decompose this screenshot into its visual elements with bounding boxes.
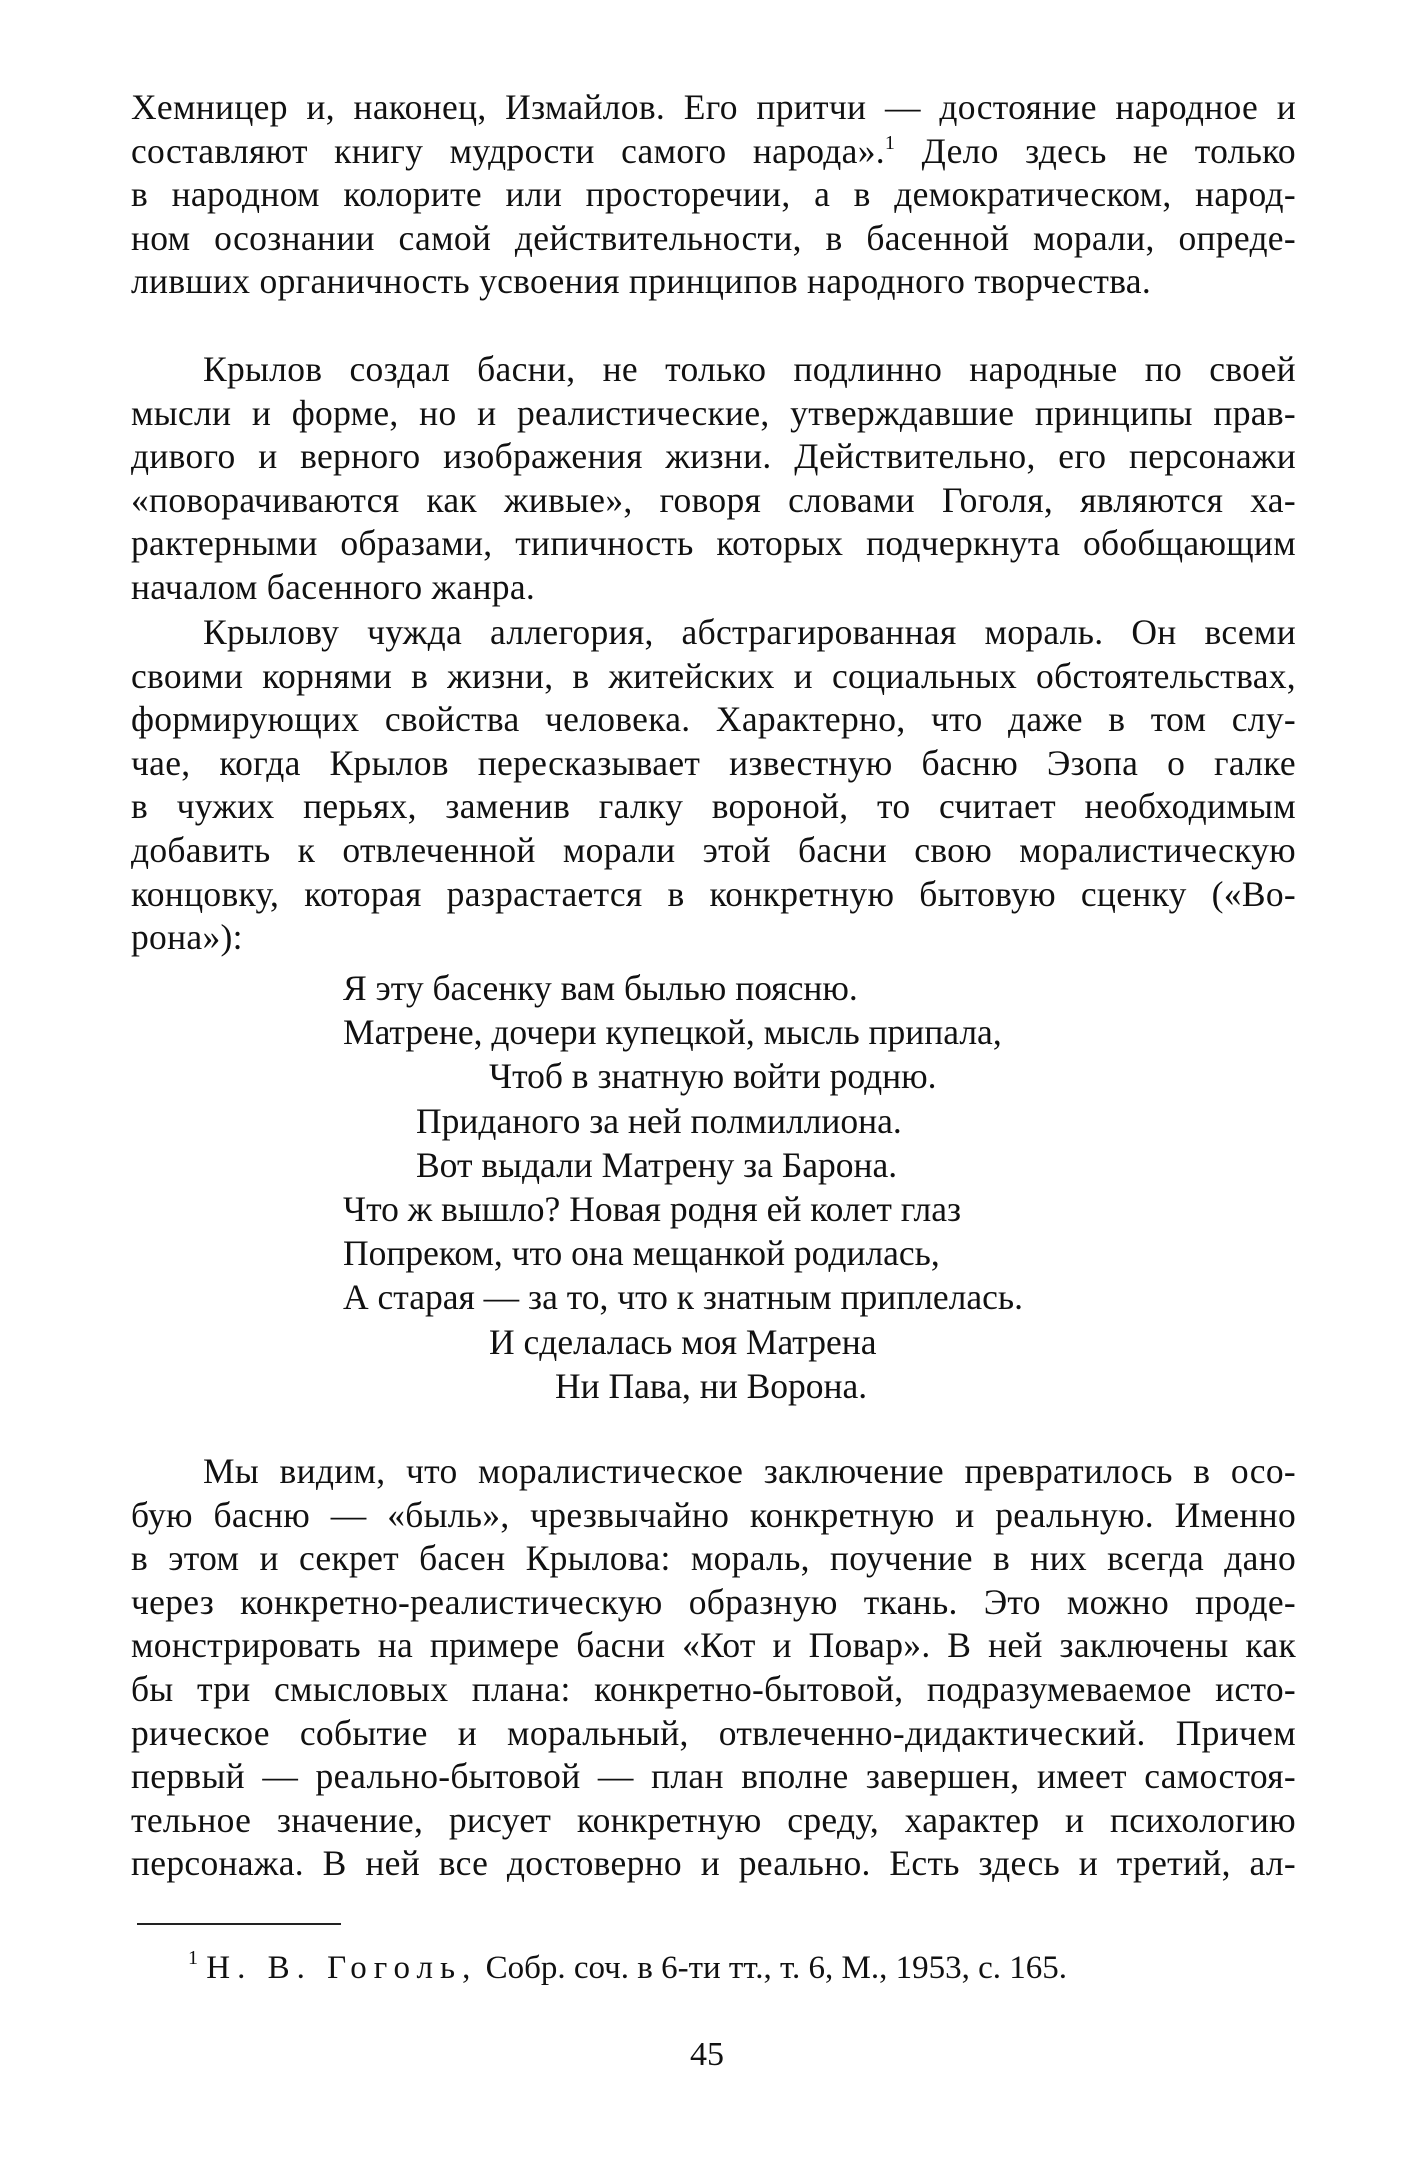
page-number: 45 [690, 2036, 724, 2073]
poem-line: Приданого за ней полмиллиона. [416, 1101, 902, 1141]
footnote-citation: Собр. соч. в 6-ти тт., т. 6, М., 1953, с. 165. [485, 1950, 1067, 1986]
text-line: через конкретно-реалистическую образную ткань. Это можно проде- [131, 1581, 1296, 1622]
text-line: концовку, которая разрастается в конкретную бытовую сценку («Во- [131, 873, 1296, 914]
text-line: мысли и форме, но и реалистические, утверждавшие принципы прав- [131, 392, 1296, 433]
text-line: бы три смысловых плана: конкретно-бытовой, подразумеваемое исто- [131, 1668, 1296, 1709]
text-line: чае, когда Крылов пересказывает известную басню Эзопа о галке [131, 742, 1296, 783]
footnote [188, 1948, 1067, 1988]
text-line: монстрировать на примере басни «Кот и Повар». В ней заключены как [131, 1625, 1296, 1666]
poem-line: Ни Пава, ни Ворона. [555, 1366, 868, 1406]
text-line: рическое событие и моральный, отвлеченно-дидактический. Причем [131, 1712, 1296, 1753]
text-line: бую басню — «быль», чрезвычайно конкретную и реальную. Именно [131, 1494, 1296, 1535]
poem-line: И сделалась моя Матрена [489, 1322, 877, 1362]
text-line: началом басенного жанра. [131, 566, 536, 607]
footnote-divider [137, 1923, 341, 1925]
text-line: персонажа. В ней все достоверно и реально. Есть здесь и третий, ал- [131, 1843, 1296, 1884]
text-line: формирующих свойства человека. Характерно, что даже в том слу- [131, 699, 1296, 740]
footnote-reference: 1 [884, 131, 896, 154]
text-fragment: Дело здесь не только [921, 130, 1296, 171]
text-line: своими корнями в жизни, в житейских и социальных обстоятельствах, [131, 655, 1296, 696]
poem-line: Вот выдали Матрену за Барона. [416, 1145, 898, 1185]
text-line: ном осознании самой действительности, в басенной морали, опреде- [131, 217, 1296, 258]
text-line: ливших органичность усвоения принципов народного творчества. [131, 261, 1152, 302]
text-fragment: составляют книгу мудрости самого народа». [131, 130, 885, 171]
text-line: рона»): [131, 917, 243, 958]
text-line: Мы видим, что моралистическое заключение превратилось в осо- [203, 1451, 1296, 1491]
text-line: добавить к отвлеченной морали этой басни свою моралистическую [131, 829, 1296, 870]
paragraph-2 [131, 348, 1296, 610]
paragraph-3 [131, 611, 1296, 960]
poem-line: Попреком, что она мещанкой родилась, [343, 1233, 940, 1273]
poem-line: А старая — за то, что к знатным приплелась. [343, 1277, 1023, 1317]
poem-line: Чтоб в знатную войти родню. [489, 1056, 937, 1096]
paragraph-4 [131, 1450, 1296, 1886]
paragraph-1 [131, 86, 1296, 304]
text-line: дивого и верного изображения жизни. Действительно, его персонажи [131, 436, 1296, 477]
text-line: тельное значение, рисует конкретную среду, характер и психологию [131, 1799, 1296, 1840]
text-line: Хемницер и, наконец, Измайлов. Его притчи — достояние народное и [131, 87, 1296, 127]
poem-line: Что ж вышло? Новая родня ей колет глаз [343, 1189, 962, 1229]
poem-line: Я эту басенку вам былью поясню. [343, 968, 858, 1008]
text-line: рактерными образами, типичность которых подчеркнута обобщающим [131, 523, 1296, 564]
poem-line: Матрене, дочери купецкой, мысль припала, [343, 1012, 1002, 1052]
text-line: в этом и секрет басен Крылова: мораль, поучение в них всегда дано [131, 1538, 1296, 1579]
text-line: в чужих перьях, заменив галку вороной, то считает необходимым [131, 786, 1296, 827]
footnote-mark: 1 [188, 1947, 198, 1969]
text-line: в народном колорите или просторечии, а в демократическом, народ- [131, 174, 1296, 215]
text-line: первый — реально-бытовой — план вполне завершен, имеет самостоя- [131, 1756, 1296, 1797]
text-line: Крылову чужда аллегория, абстрагированная мораль. Он всеми [203, 612, 1296, 652]
text-line: Крылов создал басни, не только подлинно народные по своей [203, 349, 1296, 389]
text-line: «поворачиваются как живые», говоря словами Гоголя, являются ха- [131, 479, 1296, 520]
footnote-author: Н. В. Гоголь, [206, 1950, 478, 1986]
text-line-with-footnote [131, 130, 1296, 174]
